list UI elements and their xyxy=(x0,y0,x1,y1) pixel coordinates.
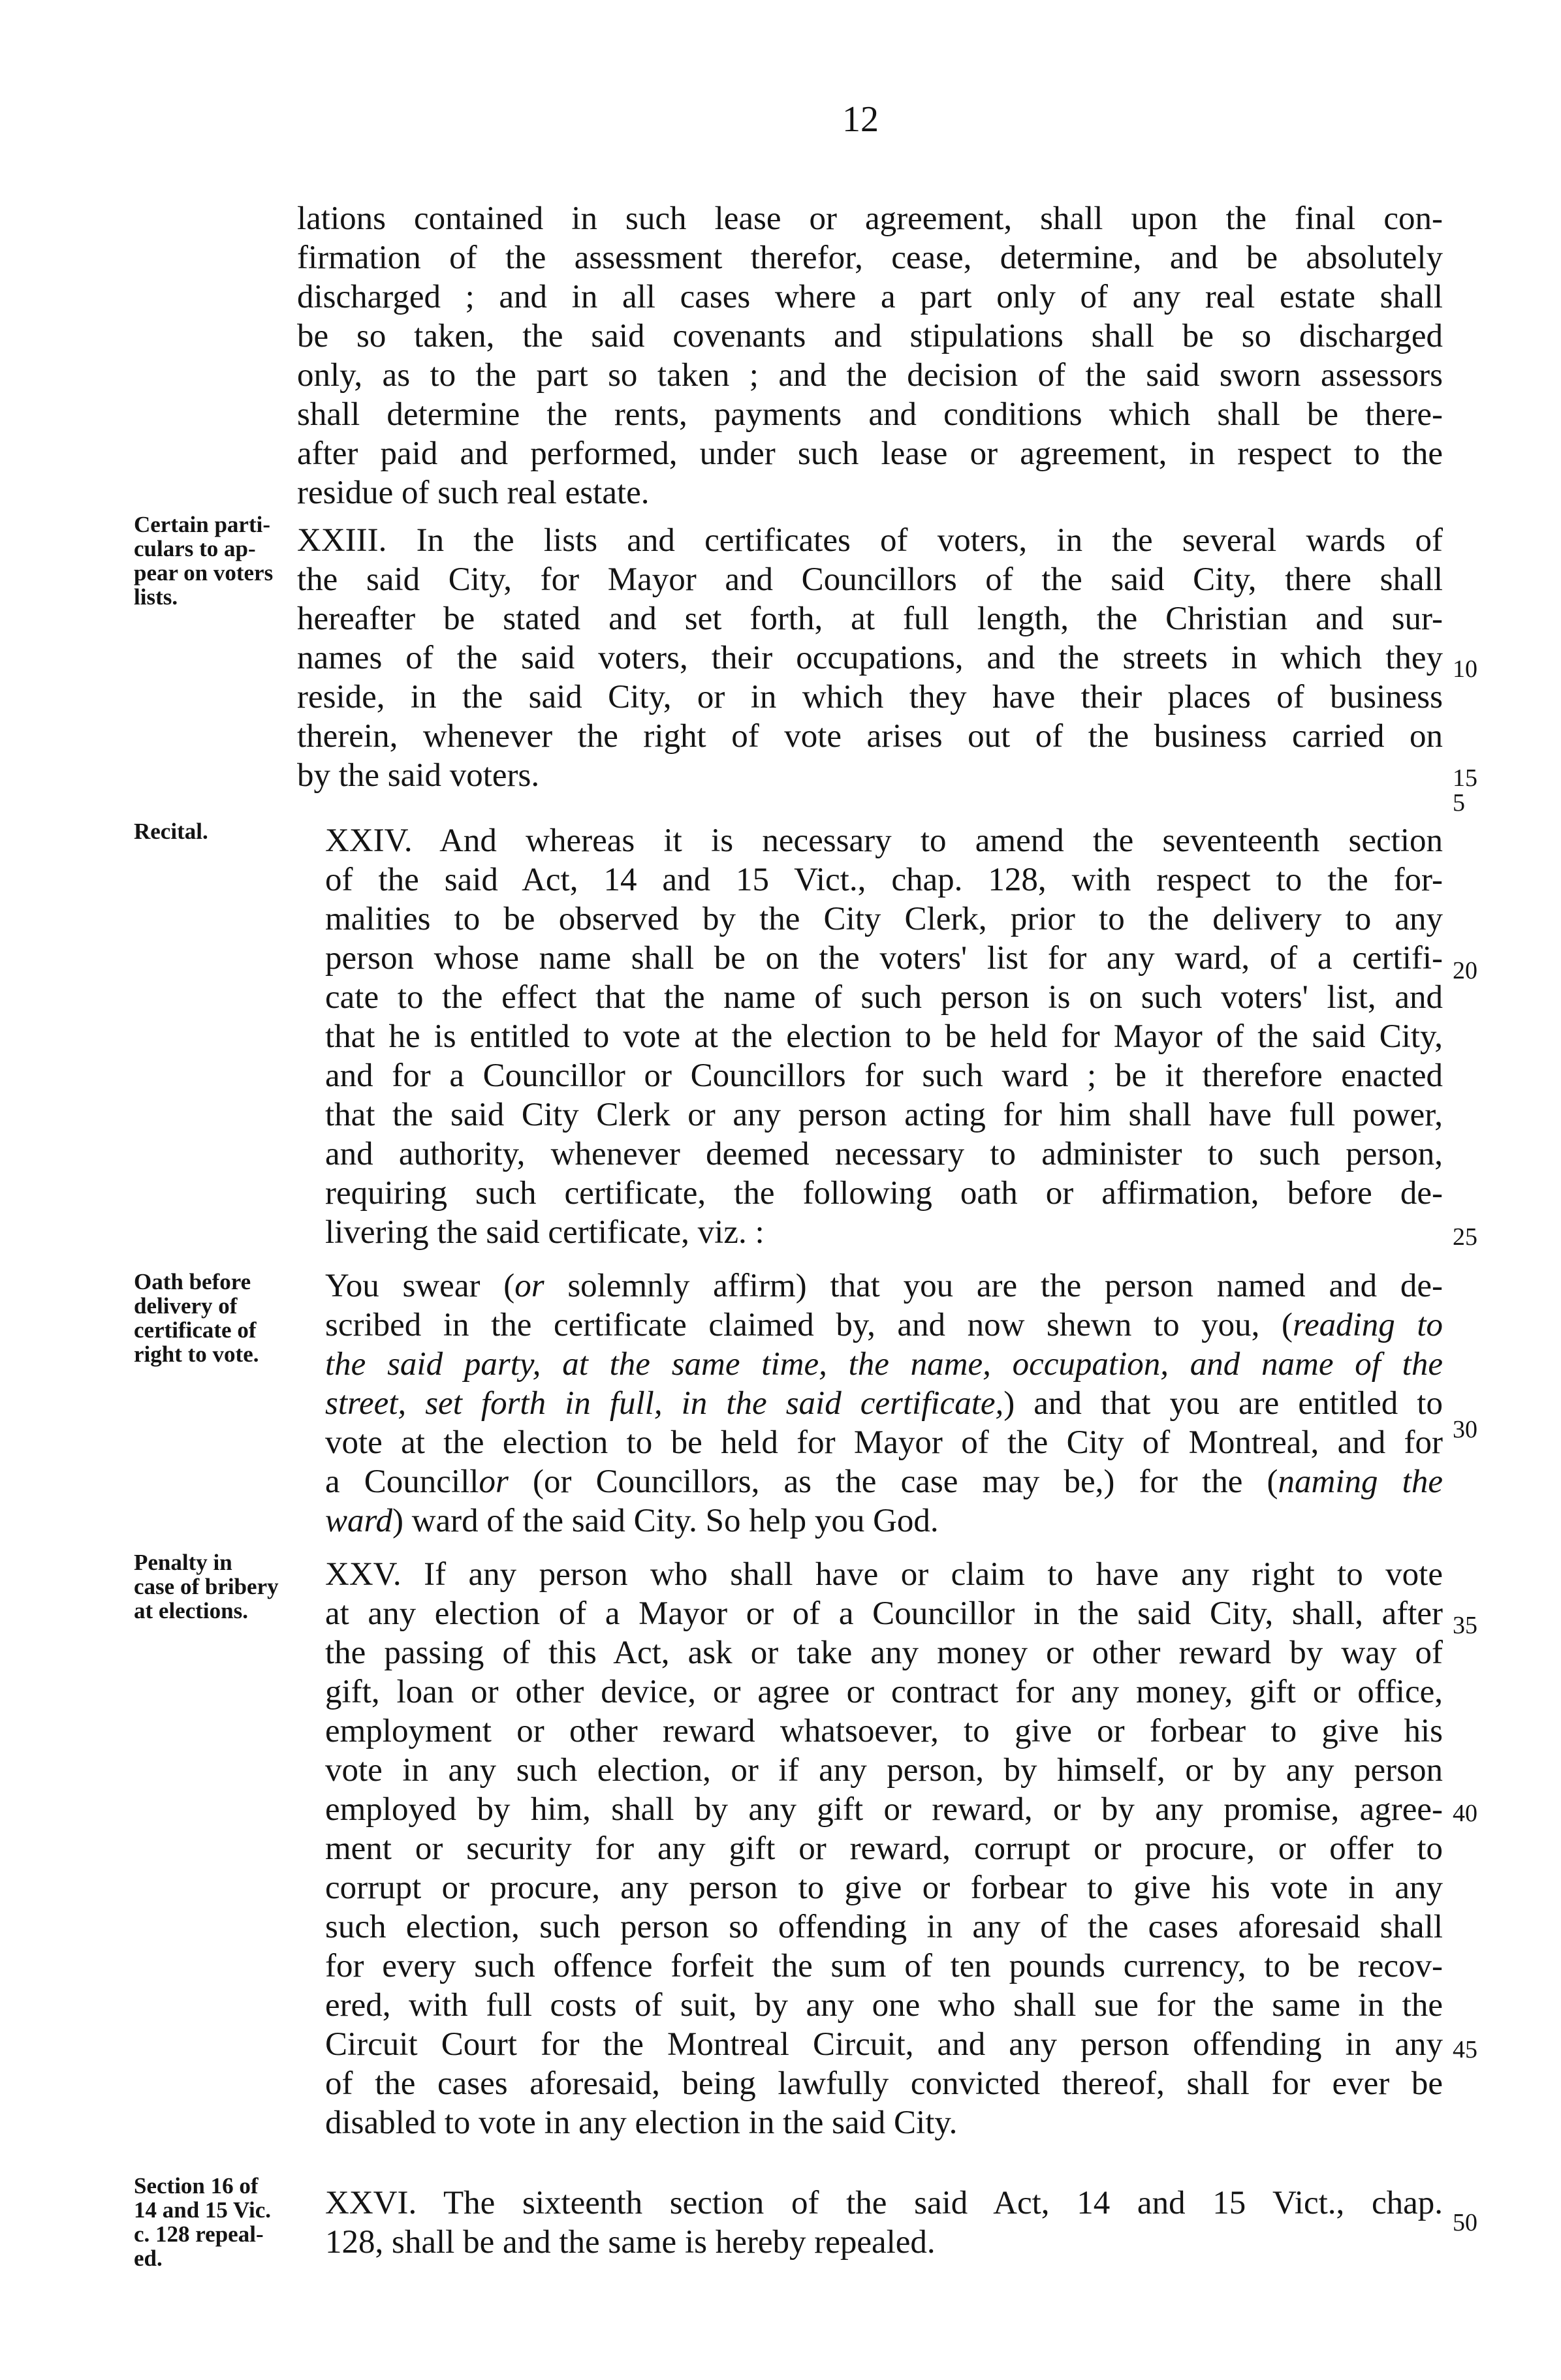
line-number: 45 xyxy=(1453,2036,1477,2063)
text-line: hereafter be stated and set forth, at full length, the Christian and sur- xyxy=(297,601,1443,637)
margin-note-line: Recital. xyxy=(134,819,208,844)
text-line: XXIV. And whereas it is necessary to amend the seventeenth section xyxy=(325,822,1443,859)
text-line: the passing of this Act, ask or take any money or other reward by way of xyxy=(325,1635,1443,1671)
text-line: therein, whenever the right of vote arises out of the business carried on xyxy=(297,718,1443,755)
margin-note-line: c. 128 repeal- xyxy=(134,2221,264,2247)
line-number: 40 xyxy=(1453,1800,1477,1827)
margin-note-line: lists. xyxy=(134,584,178,610)
margin-note-line: right to vote. xyxy=(134,1341,259,1367)
margin-note-line: Section 16 of xyxy=(134,2173,259,2199)
text-line: employment or other reward whatsoever, to give or forbear to give his xyxy=(325,1713,1443,1749)
margin-note-line: Oath before xyxy=(134,1269,251,1294)
text-line: by the said voters. xyxy=(297,757,540,794)
text-line: requiring such certificate, the following oath or affirmation, before de- xyxy=(325,1175,1443,1212)
text-line: 128, shall be and the same is hereby repealed. xyxy=(325,2224,936,2261)
text-line: disabled to vote in any election in the said City. xyxy=(325,2105,958,2141)
text-line: that the said City Clerk or any person acting for him shall have full power, xyxy=(325,1097,1443,1133)
line-number: 30 xyxy=(1453,1416,1477,1443)
text-line: only, as to the part so taken ; and the decision of the said sworn assessors xyxy=(297,357,1443,394)
text-line: ward) ward of the said City. So help you God. xyxy=(325,1503,939,1539)
text-line: a Councillor (or Councillors, as the case may be,) for the (naming the xyxy=(325,1464,1443,1500)
text-line: residue of such real estate. xyxy=(297,475,650,511)
text-line: person whose name shall be on the voters' list for any ward, of a certifi- xyxy=(325,940,1443,977)
text-line: such election, such person so offending in any of the cases aforesaid shall xyxy=(325,1909,1443,1945)
margin-note xyxy=(134,1550,330,1623)
text-line: lations contained in such lease or agreement, shall upon the final con- xyxy=(297,200,1443,237)
page-number: 12 xyxy=(842,99,879,140)
text-line: malities to be observed by the City Clerk, prior to the delivery to any xyxy=(325,901,1443,937)
margin-note-line: delivery of xyxy=(134,1293,238,1319)
text-line: at any election of a Mayor or of a Councillor in the said City, shall, after xyxy=(325,1595,1443,1632)
margin-note xyxy=(134,819,330,843)
text-line: street, set forth in full, in the said certificate,) and that you are entitled to xyxy=(325,1385,1443,1422)
text-line: the said City, for Mayor and Councillors of the said City, there shall xyxy=(297,561,1443,598)
line-number: 50 xyxy=(1453,2209,1477,2236)
line-number: 5 xyxy=(1453,789,1465,817)
margin-note-line: ed. xyxy=(134,2246,163,2271)
text-line: and for a Councillor or Councillors for such ward ; be it therefore enacted xyxy=(325,1057,1443,1094)
line-number: 35 xyxy=(1453,1612,1477,1639)
margin-note-line: 14 and 15 Vic. xyxy=(134,2197,272,2223)
text-line: You swear (or solemnly affirm) that you are the person named and de- xyxy=(325,1268,1443,1304)
margin-note-line: Penalty in xyxy=(134,1550,232,1575)
text-line: the said party, at the same time, the name, occupation, and name of the xyxy=(325,1346,1443,1383)
text-line: of the said Act, 14 and 15 Vict., chap. 128, with respect to the for- xyxy=(325,862,1443,898)
line-number: 10 xyxy=(1453,655,1477,683)
margin-note-line: certificate of xyxy=(134,1317,257,1343)
text-line: discharged ; and in all cases where a part only of any real estate shall xyxy=(297,279,1443,315)
margin-note-line: culars to ap- xyxy=(134,536,256,561)
line-number: 20 xyxy=(1453,957,1477,984)
text-line: shall determine the rents, payments and conditions which shall be there- xyxy=(297,396,1443,433)
text-line: XXIII. In the lists and certificates of voters, in the several wards of xyxy=(297,522,1443,559)
text-line: names of the said voters, their occupations, and the streets in which they xyxy=(297,640,1443,676)
margin-note xyxy=(134,2174,330,2270)
line-number: 25 xyxy=(1453,1223,1477,1251)
line-number: 15 xyxy=(1453,764,1477,792)
text-line: firmation of the assessment therefor, cease, determine, and be absolutely xyxy=(297,240,1443,276)
margin-note xyxy=(134,1270,330,1366)
text-line: XXV. If any person who shall have or claim to have any right to vote xyxy=(325,1556,1443,1593)
margin-note-line: Certain parti- xyxy=(134,512,270,537)
margin-note xyxy=(134,512,330,609)
text-line: be so taken, the said covenants and stipulations shall be so discharged xyxy=(297,318,1443,354)
margin-note-line: at elections. xyxy=(134,1598,248,1623)
text-line: employed by him, shall by any gift or reward, or by any promise, agree- xyxy=(325,1791,1443,1828)
text-line: and authority, whenever deemed necessary to administer to such person, xyxy=(325,1136,1443,1172)
text-line: scribed in the certificate claimed by, and now shewn to you, (reading to xyxy=(325,1307,1443,1343)
text-line: reside, in the said City, or in which they have their places of business xyxy=(297,679,1443,715)
text-line: livering the said certificate, viz. : xyxy=(325,1214,765,1251)
text-line: vote in any such election, or if any person, by himself, or by any person xyxy=(325,1752,1443,1789)
text-line: Circuit Court for the Montreal Circuit, and any person offending in any xyxy=(325,2026,1443,2063)
margin-note-line: pear on voters xyxy=(134,560,274,586)
text-line: after paid and performed, under such lease or agreement, in respect to the xyxy=(297,435,1443,472)
text-line: of the cases aforesaid, being lawfully convicted thereof, shall for ever be xyxy=(325,2065,1443,2102)
text-line: that he is entitled to vote at the election to be held for Mayor of the said City, xyxy=(325,1018,1443,1055)
text-line: gift, loan or other device, or agree or contract for any money, gift or office, xyxy=(325,1674,1443,1710)
text-line: XXVI. The sixteenth section of the said Act, 14 and 15 Vict., chap. xyxy=(325,2185,1443,2221)
text-line: ment or security for any gift or reward, corrupt or procure, or offer to xyxy=(325,1830,1443,1867)
text-line: cate to the effect that the name of such person is on such voters' list, and xyxy=(325,979,1443,1016)
text-line: vote at the election to be held for Mayor of the City of Montreal, and for xyxy=(325,1424,1443,1461)
text-line: corrupt or procure, any person to give or forbear to give his vote in any xyxy=(325,1870,1443,1906)
text-line: for every such offence forfeit the sum of ten pounds currency, to be recov- xyxy=(325,1948,1443,1984)
margin-note-line: case of bribery xyxy=(134,1574,279,1599)
text-line: ered, with full costs of suit, by any one who shall sue for the same in the xyxy=(325,1987,1443,2024)
